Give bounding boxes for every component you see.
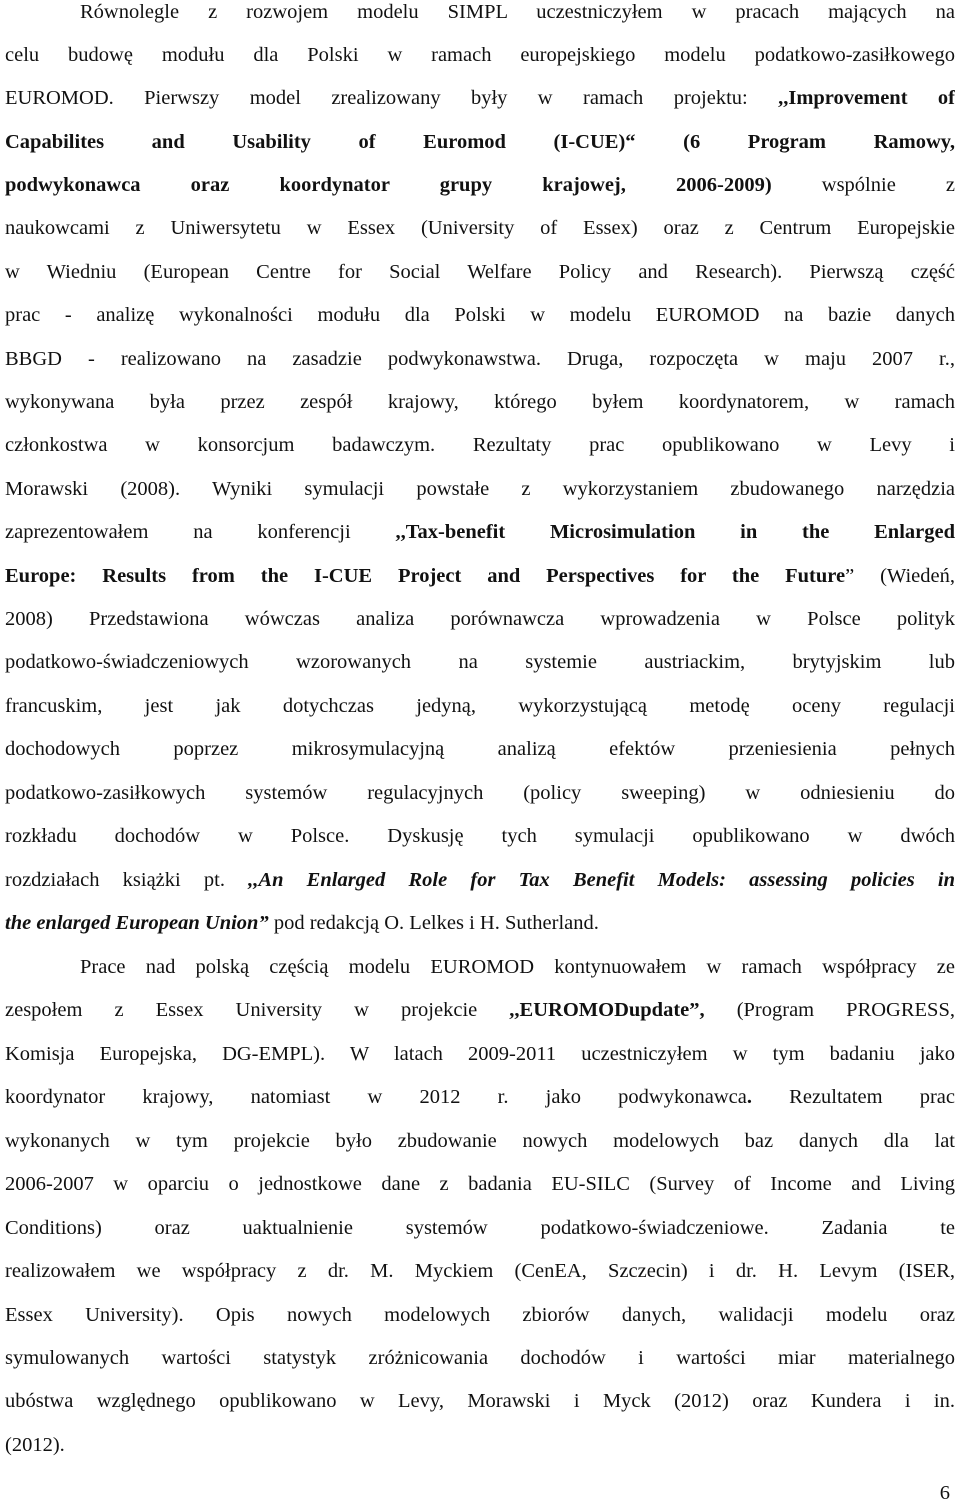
text-line: realizowałem we współpracy z dr. M. Myckiem (CenEA, Szczecin) i dr. H. Levym (ISER, [5, 1260, 955, 1282]
text-line: podwykonawca oraz koordynator grupy krajowej, 2006-2009) wspólnie z [5, 174, 955, 196]
text-line: zaprezentowałem na konferencji ,,Tax-benefit Microsimulation in the Enlarged [5, 521, 955, 543]
conference-title-cont: Europe: Results from the I-CUE Project and Perspectives for the Future [5, 565, 846, 587]
text-line: koordynator krajowy, natomiast w 2012 r. jako podwykonawca. Rezultatem prac [5, 1086, 955, 1108]
project-title: ,,Improvement of [778, 87, 955, 109]
text-line: członkostwa w konsorcjum badawczym. Rezultaty prac opublikowano w Levy i [5, 434, 955, 456]
text-line: celu budowę modułu dla Polski w ramach europejskiego modelu podatkowo-zasiłkowego [5, 44, 955, 66]
text-line: ubóstwa względnego opublikowano w Levy, Morawski i Myck (2012) oraz Kundera i in. [5, 1390, 955, 1412]
text-line: BBGD - realizowano na zasadzie podwykonawstwa. Druga, rozpoczęta w maju 2007 r., [5, 348, 955, 370]
book-title: ,,An Enlarged Role for Tax Benefit Models: assessing policies in [248, 869, 955, 891]
text-line: Europe: Results from the I-CUE Project and Perspectives for the Future” (Wiedeń, [5, 565, 955, 587]
text-line: (2012). [5, 1434, 65, 1456]
text-line: naukowcami z Uniwersytetu w Essex (University of Essex) oraz z Centrum Europejskie [5, 217, 955, 239]
book-title-cont: the enlarged European Union” [5, 912, 269, 934]
text-line: wykonywana była przez zespół krajowy, którego byłem koordynatorem, w ramach [5, 391, 955, 413]
document-page [5, 0, 955, 1509]
text-line: Morawski (2008). Wyniki symulacji powstałe z wykorzystaniem zbudowanego narzędzia [5, 478, 955, 500]
text-line: Essex University). Opis nowych modelowych zbiorów danych, walidacji modelu oraz [5, 1304, 955, 1326]
text-line: rozdziałach książki pt. ,,An Enlarged Role for Tax Benefit Models: assessing policies in [5, 869, 955, 891]
text-line: Prace nad polską częścią modelu EUROMOD kontynuowałem w ramach współpracy ze [80, 956, 955, 978]
text-line: Komisja Europejska, DG-EMPL). W latach 2009-2011 uczestniczyłem w tym badaniu jako [5, 1043, 955, 1065]
text-line: Równolegle z rozwojem modelu SIMPL uczestniczyłem w pracach mających na [80, 1, 955, 23]
text-line: rozkładu dochodów w Polsce. Dyskusję tych symulacji opublikowano w dwóch [5, 825, 955, 847]
text-line: the enlarged European Union” pod redakcją O. Lelkes i H. Sutherland. [5, 912, 599, 934]
conference-title: ,,Tax-benefit Microsimulation in the Enlarged [395, 521, 955, 543]
text-line: podatkowo-zasiłkowych systemów regulacyjnych (policy sweeping) w odniesieniu do [5, 782, 955, 804]
text-line: dochodowych poprzez mikrosymulacyjną analizą efektów przeniesienia pełnych [5, 738, 955, 760]
text-line: wykonanych w tym projekcie było zbudowanie nowych modelowych baz danych dla lat [5, 1130, 955, 1152]
project-name: ,,EUROMODupdate”, [509, 999, 705, 1021]
text-line: zespołem z Essex University w projekcie ,,EUROMODupdate”, (Program PROGRESS, [5, 999, 955, 1021]
text-line: w Wiedniu (European Centre for Social Welfare Policy and Research). Pierwszą część [5, 261, 955, 283]
text-line: Conditions) oraz uaktualnienie systemów podatkowo-świadczeniowe. Zadania te [5, 1217, 955, 1239]
text-line: Capabilites and Usability of Euromod (I-CUE)“ (6 Program Ramowy, [5, 131, 955, 153]
text-line: prac - analizę wykonalności modułu dla Polski w modelu EUROMOD na bazie danych [5, 304, 955, 326]
text-line: podatkowo-świadczeniowych wzorowanych na systemie austriackim, brytyjskim lub [5, 651, 955, 673]
page-number: 6 [939, 1482, 950, 1504]
text-line: francuskim, jest jak dotychczas jedyną, wykorzystującą metodę oceny regulacji [5, 695, 955, 717]
text-line: symulowanych wartości statystyk zróżnicowania dochodów i wartości miar materialnego [5, 1347, 955, 1369]
text-line: 2006-2007 w oparciu o jednostkowe dane z badania EU-SILC (Survey of Income and Living [5, 1173, 955, 1195]
text-line: 2008) Przedstawiona wówczas analiza porównawcza wprowadzenia w Polsce polityk [5, 608, 955, 630]
text-line: EUROMOD. Pierwszy model zrealizowany były w ramach projektu: ,,Improvement of [5, 87, 955, 109]
